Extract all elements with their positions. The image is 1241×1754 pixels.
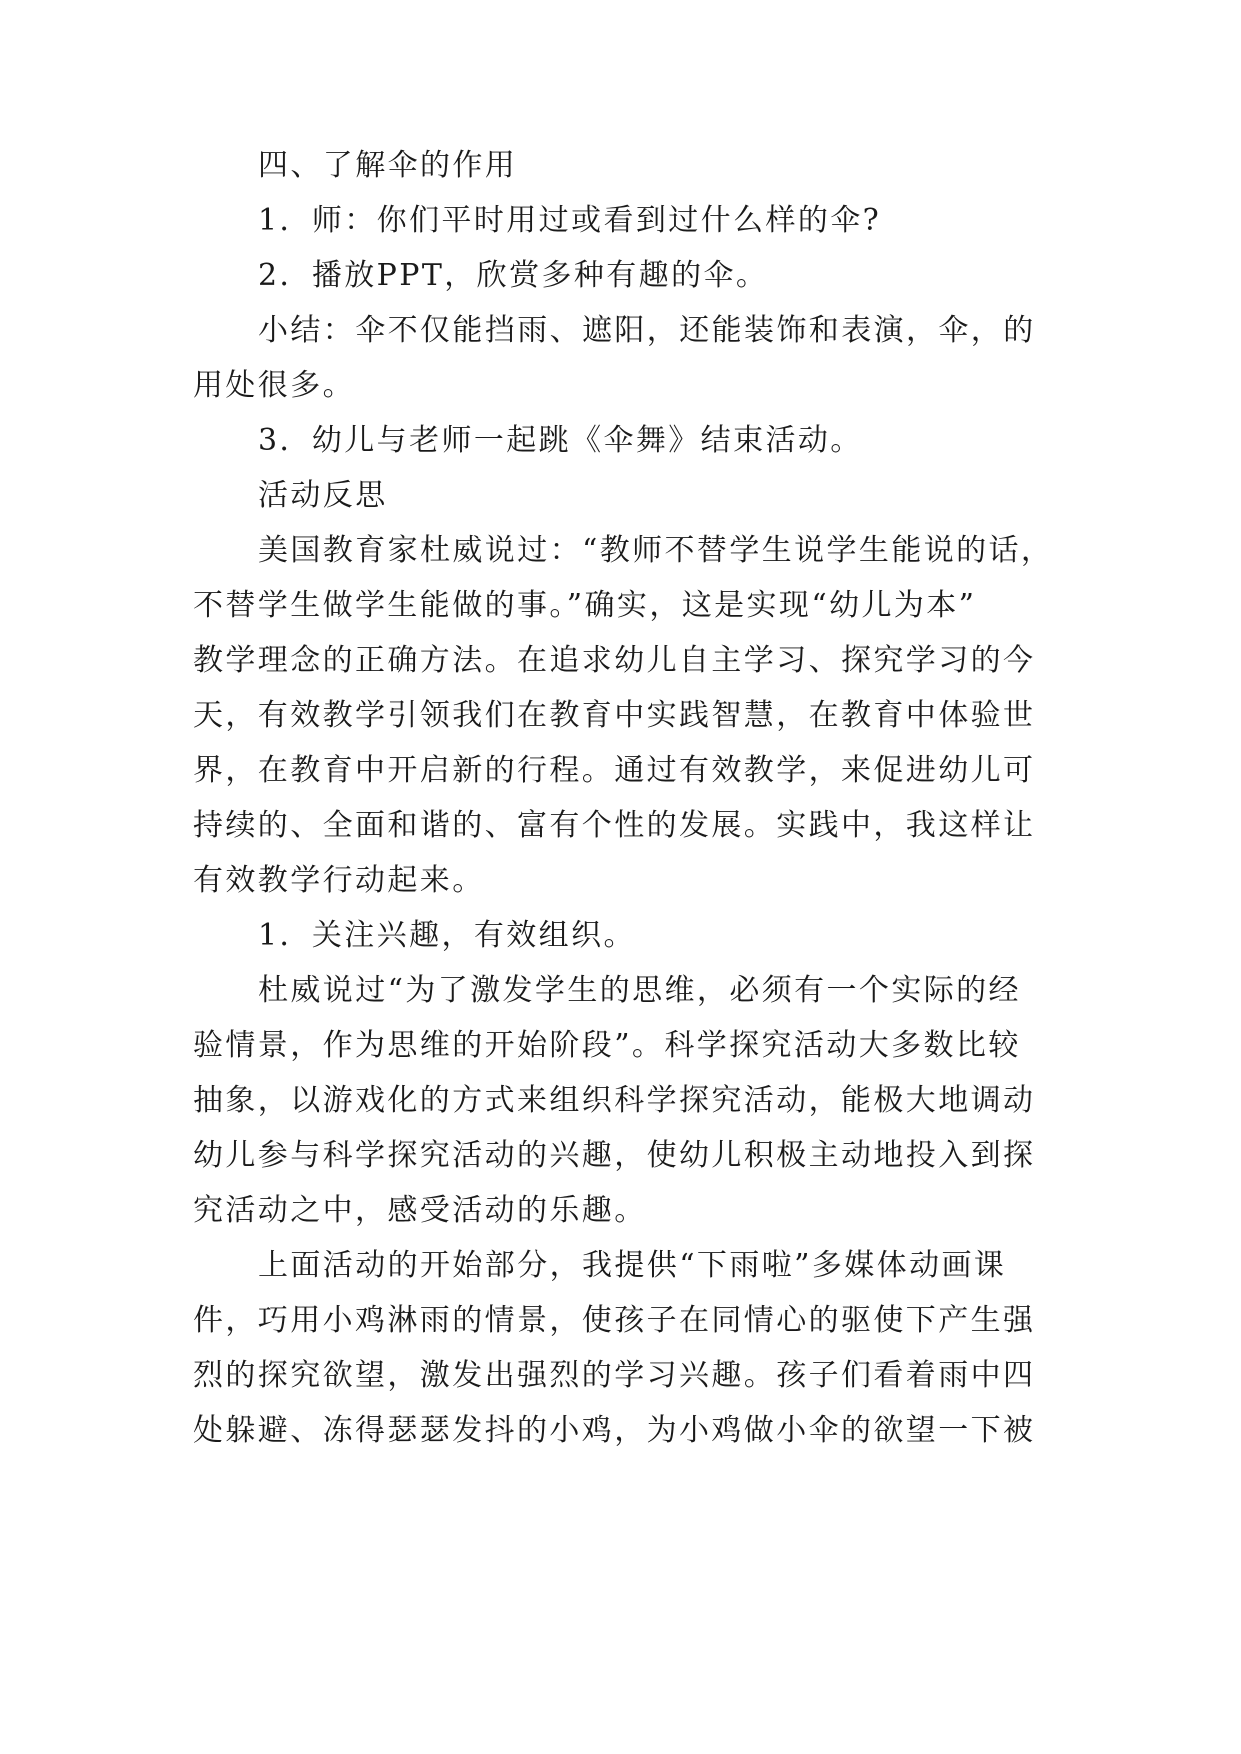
paragraph-line: 3．幼儿与老师一起跳《伞舞》结束活动。 (258, 423, 863, 458)
paragraph-line: 不替学生做学生能做的事。”确实，这是实现“幼儿为本” (193, 588, 977, 623)
paragraph-line: 杜威说过“为了激发学生的思维，必须有一个实际的经 (258, 973, 1021, 1008)
paragraph-line: 幼儿参与科学探究活动的兴趣，使幼儿积极主动地投入到探 (193, 1138, 1036, 1173)
paragraph-line: 1．师：你们平时用过或看到过什么样的伞? (258, 203, 882, 238)
section-heading: 活动反思 (258, 478, 388, 513)
paragraph-line: 件，巧用小鸡淋雨的情景，使孩子在同情心的驱使下产生强 (193, 1303, 1036, 1338)
paragraph-line: 处躲避、冻得瑟瑟发抖的小鸡，为小鸡做小伞的欲望一下被 (193, 1413, 1036, 1448)
section-heading: 四、了解伞的作用 (258, 148, 518, 183)
paragraph-line: 用处很多。 (193, 368, 355, 403)
paragraph-line: 有效教学行动起来。 (193, 863, 485, 898)
paragraph-line: 小结：伞不仅能挡雨、遮阳，还能装饰和表演，伞，的 (258, 313, 1036, 348)
paragraph-line: 天，有效教学引领我们在教育中实践智慧，在教育中体验世 (193, 698, 1036, 733)
paragraph-line: 美国教育家杜威说过：“教师不替学生说学生能说的话， (258, 533, 1054, 568)
paragraph-line: 验情景，作为思维的开始阶段”。科学探究活动大多数比较 (193, 1028, 1021, 1063)
paragraph-line: 上面活动的开始部分，我提供“下雨啦”多媒体动画课 (258, 1248, 1007, 1283)
paragraph-line: 界，在教育中开启新的行程。通过有效教学，来促进幼儿可 (193, 753, 1036, 788)
paragraph-line: 烈的探究欲望，激发出强烈的学习兴趣。孩子们看着雨中四 (193, 1358, 1036, 1393)
paragraph-line: 持续的、全面和谐的、富有个性的发展。实践中，我这样让 (193, 808, 1036, 843)
paragraph-line: 1．关注兴趣，有效组织。 (258, 918, 636, 953)
paragraph-line: 教学理念的正确方法。在追求幼儿自主学习、探究学习的今 (193, 643, 1036, 678)
paragraph-line: 抽象，以游戏化的方式来组织科学探究活动，能极大地调动 (193, 1083, 1036, 1118)
paragraph-line: 究活动之中，感受活动的乐趣。 (193, 1193, 647, 1228)
paragraph-line: 2．播放PPT，欣赏多种有趣的伞。 (258, 258, 769, 293)
